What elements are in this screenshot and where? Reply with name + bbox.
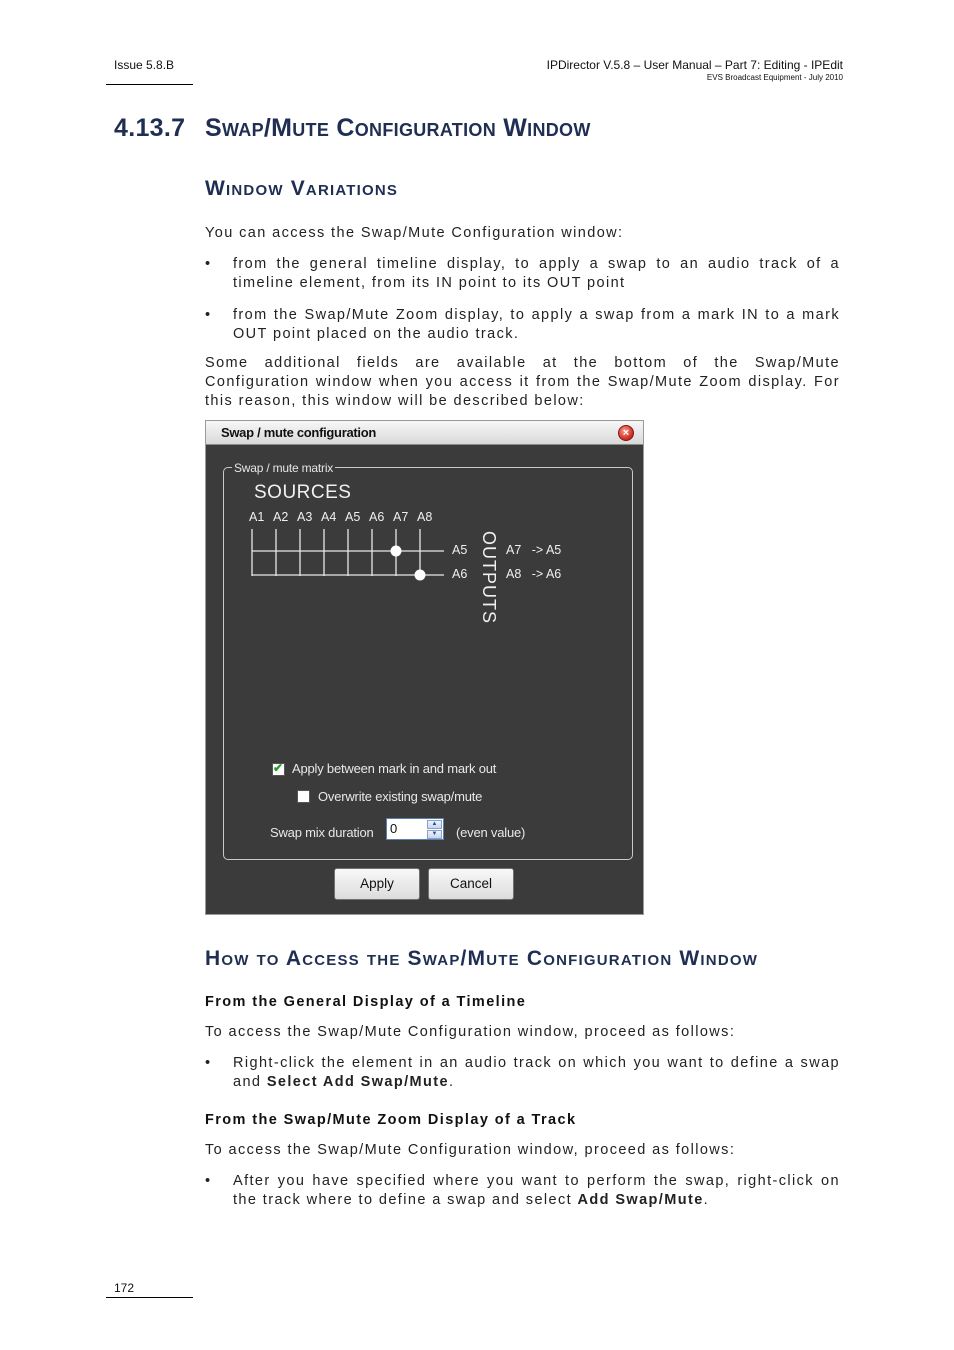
list-item: • from the Swap/Mute Zoom display, to apply a swap from a mark IN to a mark OUT point placed on the audio track. bbox=[205, 307, 840, 342]
list-item-text: from the Swap/Mute Zoom display, to apply a swap from a mark IN to a mark OUT point placed on the audio track. bbox=[233, 307, 840, 342]
intro-paragraph: You can access the Swap/Mute Configuration window: bbox=[205, 225, 624, 241]
document-header bbox=[547, 58, 843, 82]
document-publisher: EVS Broadcast Equipment - July 2010 bbox=[706, 73, 843, 82]
source-track-label: A6 bbox=[369, 510, 385, 524]
dialog-title: Swap / mute configuration bbox=[221, 425, 377, 440]
output-track-label: A6 bbox=[452, 567, 468, 581]
source-track-label: A7 bbox=[393, 510, 409, 524]
zoom-display-intro: To access the Swap/Mute Configuration window, proceed as follows: bbox=[205, 1142, 736, 1158]
source-track-label: A3 bbox=[297, 510, 313, 524]
sources-label: SOURCES bbox=[254, 482, 352, 503]
mix-duration-value: 0 bbox=[390, 821, 398, 836]
menu-command: Add Swap/Mute bbox=[577, 1192, 704, 1208]
outputs-label: OUTPUTS bbox=[479, 531, 499, 625]
list-item: • from the general timeline display, to apply a swap to an audio track of a timeline element, from its IN point to its OUT point bbox=[205, 256, 840, 291]
list-item: • Right-click the element in an audio track on which you want to define a swap and Select Add Swap/Mute. bbox=[205, 1055, 840, 1090]
additional-fields-paragraph: Some additional fields are available at the bottom of the Swap/Mute Configuration window when you access it from the Swap/Mute Zoom display. For this reason, this window will be described below: bbox=[205, 355, 840, 409]
page-number: 172 bbox=[114, 1281, 135, 1295]
source-track-label: A5 bbox=[345, 510, 361, 524]
apply-between-label: Apply between mark in and mark out bbox=[292, 761, 497, 776]
overwrite-checkbox[interactable] bbox=[297, 790, 310, 803]
source-track-label: A2 bbox=[273, 510, 289, 524]
stepper-up-icon[interactable]: ▲ bbox=[427, 820, 442, 829]
section-title: Swap/Mute Configuration Window bbox=[205, 114, 591, 142]
list-item-text: from the general timeline display, to apply a swap to an audio track of a timeline element, from its IN point to its OUT point bbox=[233, 256, 840, 291]
header-divider bbox=[106, 84, 193, 85]
apply-button[interactable]: Apply bbox=[334, 868, 420, 900]
cancel-button[interactable]: Cancel bbox=[428, 868, 514, 900]
window-variations-heading: Window Variations bbox=[205, 177, 399, 200]
stepper-down-icon[interactable]: ▼ bbox=[427, 830, 442, 839]
general-display-heading: From the General Display of a Timeline bbox=[205, 994, 527, 1010]
menu-command: Select Add Swap/Mute bbox=[266, 1074, 449, 1090]
document-title: IPDirector V.5.8 – User Manual – Part 7: Editing - IPEdit bbox=[546, 58, 843, 72]
close-icon[interactable]: × bbox=[618, 425, 634, 441]
list-item-text: After you have specified where you want to perform the swap, right-click on the track where to define a swap and select bbox=[233, 1173, 840, 1208]
zoom-display-heading: From the Swap/Mute Zoom Display of a Track bbox=[205, 1112, 577, 1128]
apply-between-checkbox[interactable] bbox=[272, 763, 285, 776]
issue-label: Issue 5.8.B bbox=[114, 58, 175, 72]
swap-mute-dialog bbox=[205, 420, 644, 915]
general-display-intro: To access the Swap/Mute Configuration window, proceed as follows: bbox=[205, 1024, 736, 1040]
mix-duration-label: Swap mix duration bbox=[270, 825, 374, 840]
matrix-group-label: Swap / mute matrix bbox=[234, 461, 334, 475]
mix-duration-stepper[interactable] bbox=[386, 818, 444, 840]
section-number: 4.13.7 bbox=[114, 114, 186, 142]
list-item: • After you have specified where you want to perform the swap, right-click on the track where to define a swap and select Add Swap/Mute. bbox=[205, 1173, 840, 1208]
swap-connection-dot bbox=[391, 546, 402, 557]
swap-mapping-label: A8 -> A6 bbox=[506, 567, 562, 581]
source-track-label: A1 bbox=[249, 510, 265, 524]
list-item-text: Right-click the element in an audio track on which you want to define a swap and bbox=[233, 1055, 840, 1090]
swap-connection-dot bbox=[415, 570, 426, 581]
footer-divider bbox=[106, 1297, 193, 1298]
overwrite-label: Overwrite existing swap/mute bbox=[318, 789, 483, 804]
output-track-label: A5 bbox=[452, 543, 468, 557]
mix-duration-hint: (even value) bbox=[456, 825, 526, 840]
section-heading bbox=[114, 114, 591, 143]
source-track-label: A8 bbox=[417, 510, 433, 524]
source-track-label: A4 bbox=[321, 510, 337, 524]
swap-mapping-label: A7 -> A5 bbox=[506, 543, 562, 557]
how-to-heading: How to Access the Swap/Mute Configuration Window bbox=[205, 947, 759, 970]
